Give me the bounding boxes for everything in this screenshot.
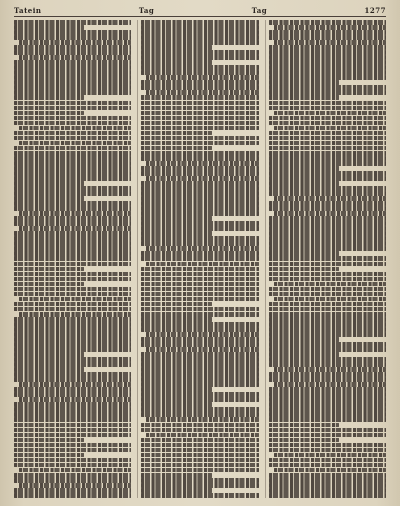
text-line [269,272,386,277]
text-line [14,478,131,483]
text-line [141,423,258,428]
text-line [141,277,258,282]
text-line [141,55,258,60]
text-line [146,417,258,422]
text-line [269,443,386,448]
text-line [14,85,131,90]
text-line [269,448,386,453]
text-line [274,126,386,131]
text-line [141,412,258,417]
text-line [141,95,258,100]
text-line [14,488,131,493]
text-line [14,181,84,186]
text-line [274,382,386,387]
text-line [141,342,258,347]
text-line [14,60,131,65]
text-line [141,468,258,473]
text-line [14,186,131,191]
text-line [269,402,386,407]
text-line [274,111,386,116]
text-line [141,80,258,85]
text-line [14,262,131,267]
text-line [269,85,386,90]
text-line [269,231,386,236]
text-line [146,90,258,95]
text-line [141,151,258,156]
text-line [14,287,131,292]
text-line [269,337,339,342]
text-line [269,412,386,417]
text-line [141,372,258,377]
text-line [14,352,84,357]
text-line [14,116,131,121]
text-line [14,307,131,312]
text-line [141,121,258,126]
text-line [141,236,258,241]
text-line [14,327,131,332]
text-line [14,493,131,498]
text-line [274,211,386,216]
text-line [19,141,131,146]
text-line [141,382,258,387]
text-line [14,342,131,347]
text-line [269,181,339,186]
text-line [14,267,84,272]
text-line [14,75,131,80]
text-line [269,407,386,412]
text-line [269,478,386,483]
text-line [269,277,386,282]
text-line [14,166,131,171]
text-line [14,332,131,337]
text-line [141,221,258,226]
text-line [141,141,258,146]
text-line [269,473,386,478]
text-line [14,151,131,156]
text-line [14,236,131,241]
text-line [14,433,131,438]
text-line [14,45,131,50]
text-line [269,156,386,161]
text-line [141,40,258,45]
text-line [269,55,386,60]
text-line [269,463,386,468]
running-header [14,4,386,16]
text-line [141,272,258,277]
text-line [141,428,258,433]
text-line [141,251,258,256]
text-line [141,307,258,312]
text-line [141,216,211,221]
text-line [14,30,131,35]
text-line [269,30,386,35]
text-line [141,256,258,261]
text-line [274,196,386,201]
text-line [14,136,131,141]
text-line [141,458,258,463]
text-line [141,463,258,468]
text-line [14,337,131,342]
text-line [141,181,258,186]
text-line [269,352,339,357]
text-line [141,312,258,317]
text-line [269,287,386,292]
text-line [141,106,258,111]
text-line [269,70,386,75]
text-line [269,221,386,226]
text-line [14,241,131,246]
text-line [14,317,131,322]
text-line [141,357,258,362]
text-line [269,423,339,428]
text-line [14,35,131,40]
text-line [14,70,131,75]
text-line [14,453,84,458]
text-line [14,221,131,226]
text-line [14,362,131,367]
text-line [141,402,211,407]
text-line [14,171,131,176]
text-line [14,80,131,85]
text-line [269,216,386,221]
text-line [269,307,386,312]
text-line [141,488,211,493]
text-line [141,241,258,246]
text-line [141,206,258,211]
text-line [269,392,386,397]
text-line [141,116,258,121]
text-line [19,382,131,387]
text-line [14,367,84,372]
text-line [141,473,211,478]
text-line [14,377,131,382]
text-line [141,282,258,287]
text-line [141,407,258,412]
text-line [269,438,339,443]
text-line [269,322,386,327]
page-number: 1277 [364,5,386,15]
text-line [141,392,258,397]
text-line [19,211,131,216]
text-line [14,191,131,196]
text-line [269,50,386,55]
text-line [269,106,386,111]
text-line [141,126,258,131]
text-line [269,292,386,297]
text-line [141,302,211,307]
text-line [14,201,131,206]
text-line [14,20,131,25]
text-line [274,468,386,473]
text-line [14,292,131,297]
text-line [269,327,386,332]
text-line [269,116,386,121]
text-line [269,141,386,146]
text-line [141,297,258,302]
text-line [141,70,258,75]
header-rule [14,16,386,17]
text-line [14,50,131,55]
text-line [269,136,386,141]
text-line [141,267,258,272]
text-line [269,332,386,337]
column-3 [265,20,386,498]
header-left-word: Tatein [14,5,42,15]
column-2 [137,20,258,498]
text-line [141,478,258,483]
text-line [146,161,258,166]
text-line [141,226,258,231]
text-line [269,347,386,352]
text-line [269,161,386,166]
text-line [141,327,258,332]
text-line [269,45,386,50]
text-line [14,95,84,100]
text-line [269,488,386,493]
text-line [269,186,386,191]
text-line [269,201,386,206]
text-line [269,256,386,261]
text-line [141,367,258,372]
text-line [14,473,131,478]
text-line [14,282,84,287]
text-line [269,95,339,100]
text-line [269,251,339,256]
text-line [14,101,131,106]
text-line [269,191,386,196]
text-line [146,176,258,181]
text-line [269,121,386,126]
text-line [14,216,131,221]
text-line [14,251,131,256]
text-line [146,75,258,80]
header-center-right-word: Tag [251,5,268,15]
text-line [14,458,131,463]
text-line [269,397,386,402]
text-line [14,111,84,116]
text-line [141,493,258,498]
text-line [19,312,131,317]
text-line [14,176,131,181]
text-line [146,332,258,337]
text-line [269,90,386,95]
text-line [269,377,386,382]
text-line [269,483,386,488]
text-line [14,438,84,443]
text-line [14,65,131,70]
text-line [269,302,386,307]
text-line [14,392,131,397]
text-line [14,463,131,468]
text-line [14,206,131,211]
text-line [141,30,258,35]
text-line [14,372,131,377]
text-line [141,65,258,70]
column-1 [14,20,131,498]
text-line [141,443,258,448]
text-line [269,60,386,65]
text-line [141,438,258,443]
text-line [14,443,131,448]
text-line [14,357,131,362]
text-line [141,453,258,458]
text-line [141,387,211,392]
text-line [274,297,386,302]
text-line [269,241,386,246]
text-line [141,136,258,141]
text-line [14,106,131,111]
text-line [146,246,258,251]
text-line [141,322,258,327]
text-line [269,35,386,40]
text-line [141,166,258,171]
text-line [146,347,258,352]
text-line [269,171,386,176]
text-line [269,357,386,362]
text-line [274,367,386,372]
text-columns [14,20,386,498]
text-line [269,236,386,241]
text-line [141,292,258,297]
text-line [141,196,258,201]
text-line [19,468,131,473]
text-line [141,362,258,367]
text-line [14,146,131,151]
text-line [141,45,211,50]
text-line [269,317,386,322]
text-line [269,166,339,171]
text-line [14,428,131,433]
text-line [141,50,258,55]
text-line [14,407,131,412]
text-line [14,417,131,422]
text-line [14,256,131,261]
text-line [141,35,258,40]
text-line [14,322,131,327]
text-line [14,302,131,307]
text-line [14,196,84,201]
text-line [269,176,386,181]
text-line [141,211,258,216]
header-center-left-word: Tag [138,5,155,15]
text-line [274,25,386,30]
text-line [141,231,211,236]
text-line [14,277,131,282]
text-line [269,362,386,367]
text-line [274,282,386,287]
text-line [14,131,131,136]
text-line [14,156,131,161]
text-line [141,397,258,402]
text-line [269,387,386,392]
text-line [141,337,258,342]
text-line [141,483,258,488]
text-line [269,131,386,136]
text-line [19,226,131,231]
text-line [274,40,386,45]
text-line [141,101,258,106]
text-line [269,146,386,151]
text-line [141,352,258,357]
text-line [14,402,131,407]
text-line [146,433,258,438]
text-line [141,171,258,176]
text-line [141,146,211,151]
text-line [19,40,131,45]
text-line [141,448,258,453]
text-line [269,428,386,433]
text-line [269,312,386,317]
text-line [141,131,211,136]
text-line [14,347,131,352]
text-line [14,272,131,277]
text-line [269,262,386,267]
text-line [269,267,339,272]
text-line [269,101,386,106]
text-line [141,317,211,322]
text-line [14,412,131,417]
text-line [269,433,386,438]
text-line [269,246,386,251]
text-line [141,111,258,116]
text-line [141,156,258,161]
text-line [269,75,386,80]
text-line [19,55,131,60]
text-line [269,458,386,463]
text-line [269,372,386,377]
text-line [141,191,258,196]
text-line [141,20,258,25]
text-line [141,25,258,30]
text-line [14,121,131,126]
text-line [14,423,131,428]
text-line [19,397,131,402]
text-line [141,60,211,65]
text-line [19,483,131,488]
text-line [141,201,258,206]
text-line [19,126,131,131]
text-line [14,161,131,166]
text-line [269,226,386,231]
text-line [141,287,258,292]
text-line [14,448,131,453]
text-line [14,246,131,251]
text-line [14,387,131,392]
text-line [14,90,131,95]
text-line [269,206,386,211]
text-line [274,453,386,458]
text-line [269,151,386,156]
text-line [269,342,386,347]
text-line [14,25,84,30]
text-line [269,80,339,85]
text-line [141,377,258,382]
text-line [14,231,131,236]
text-line [141,85,258,90]
text-line [269,20,386,25]
text-line [19,297,131,302]
text-line [269,417,386,422]
text-line [146,262,258,267]
text-line [141,186,258,191]
text-line [269,493,386,498]
text-line [269,65,386,70]
